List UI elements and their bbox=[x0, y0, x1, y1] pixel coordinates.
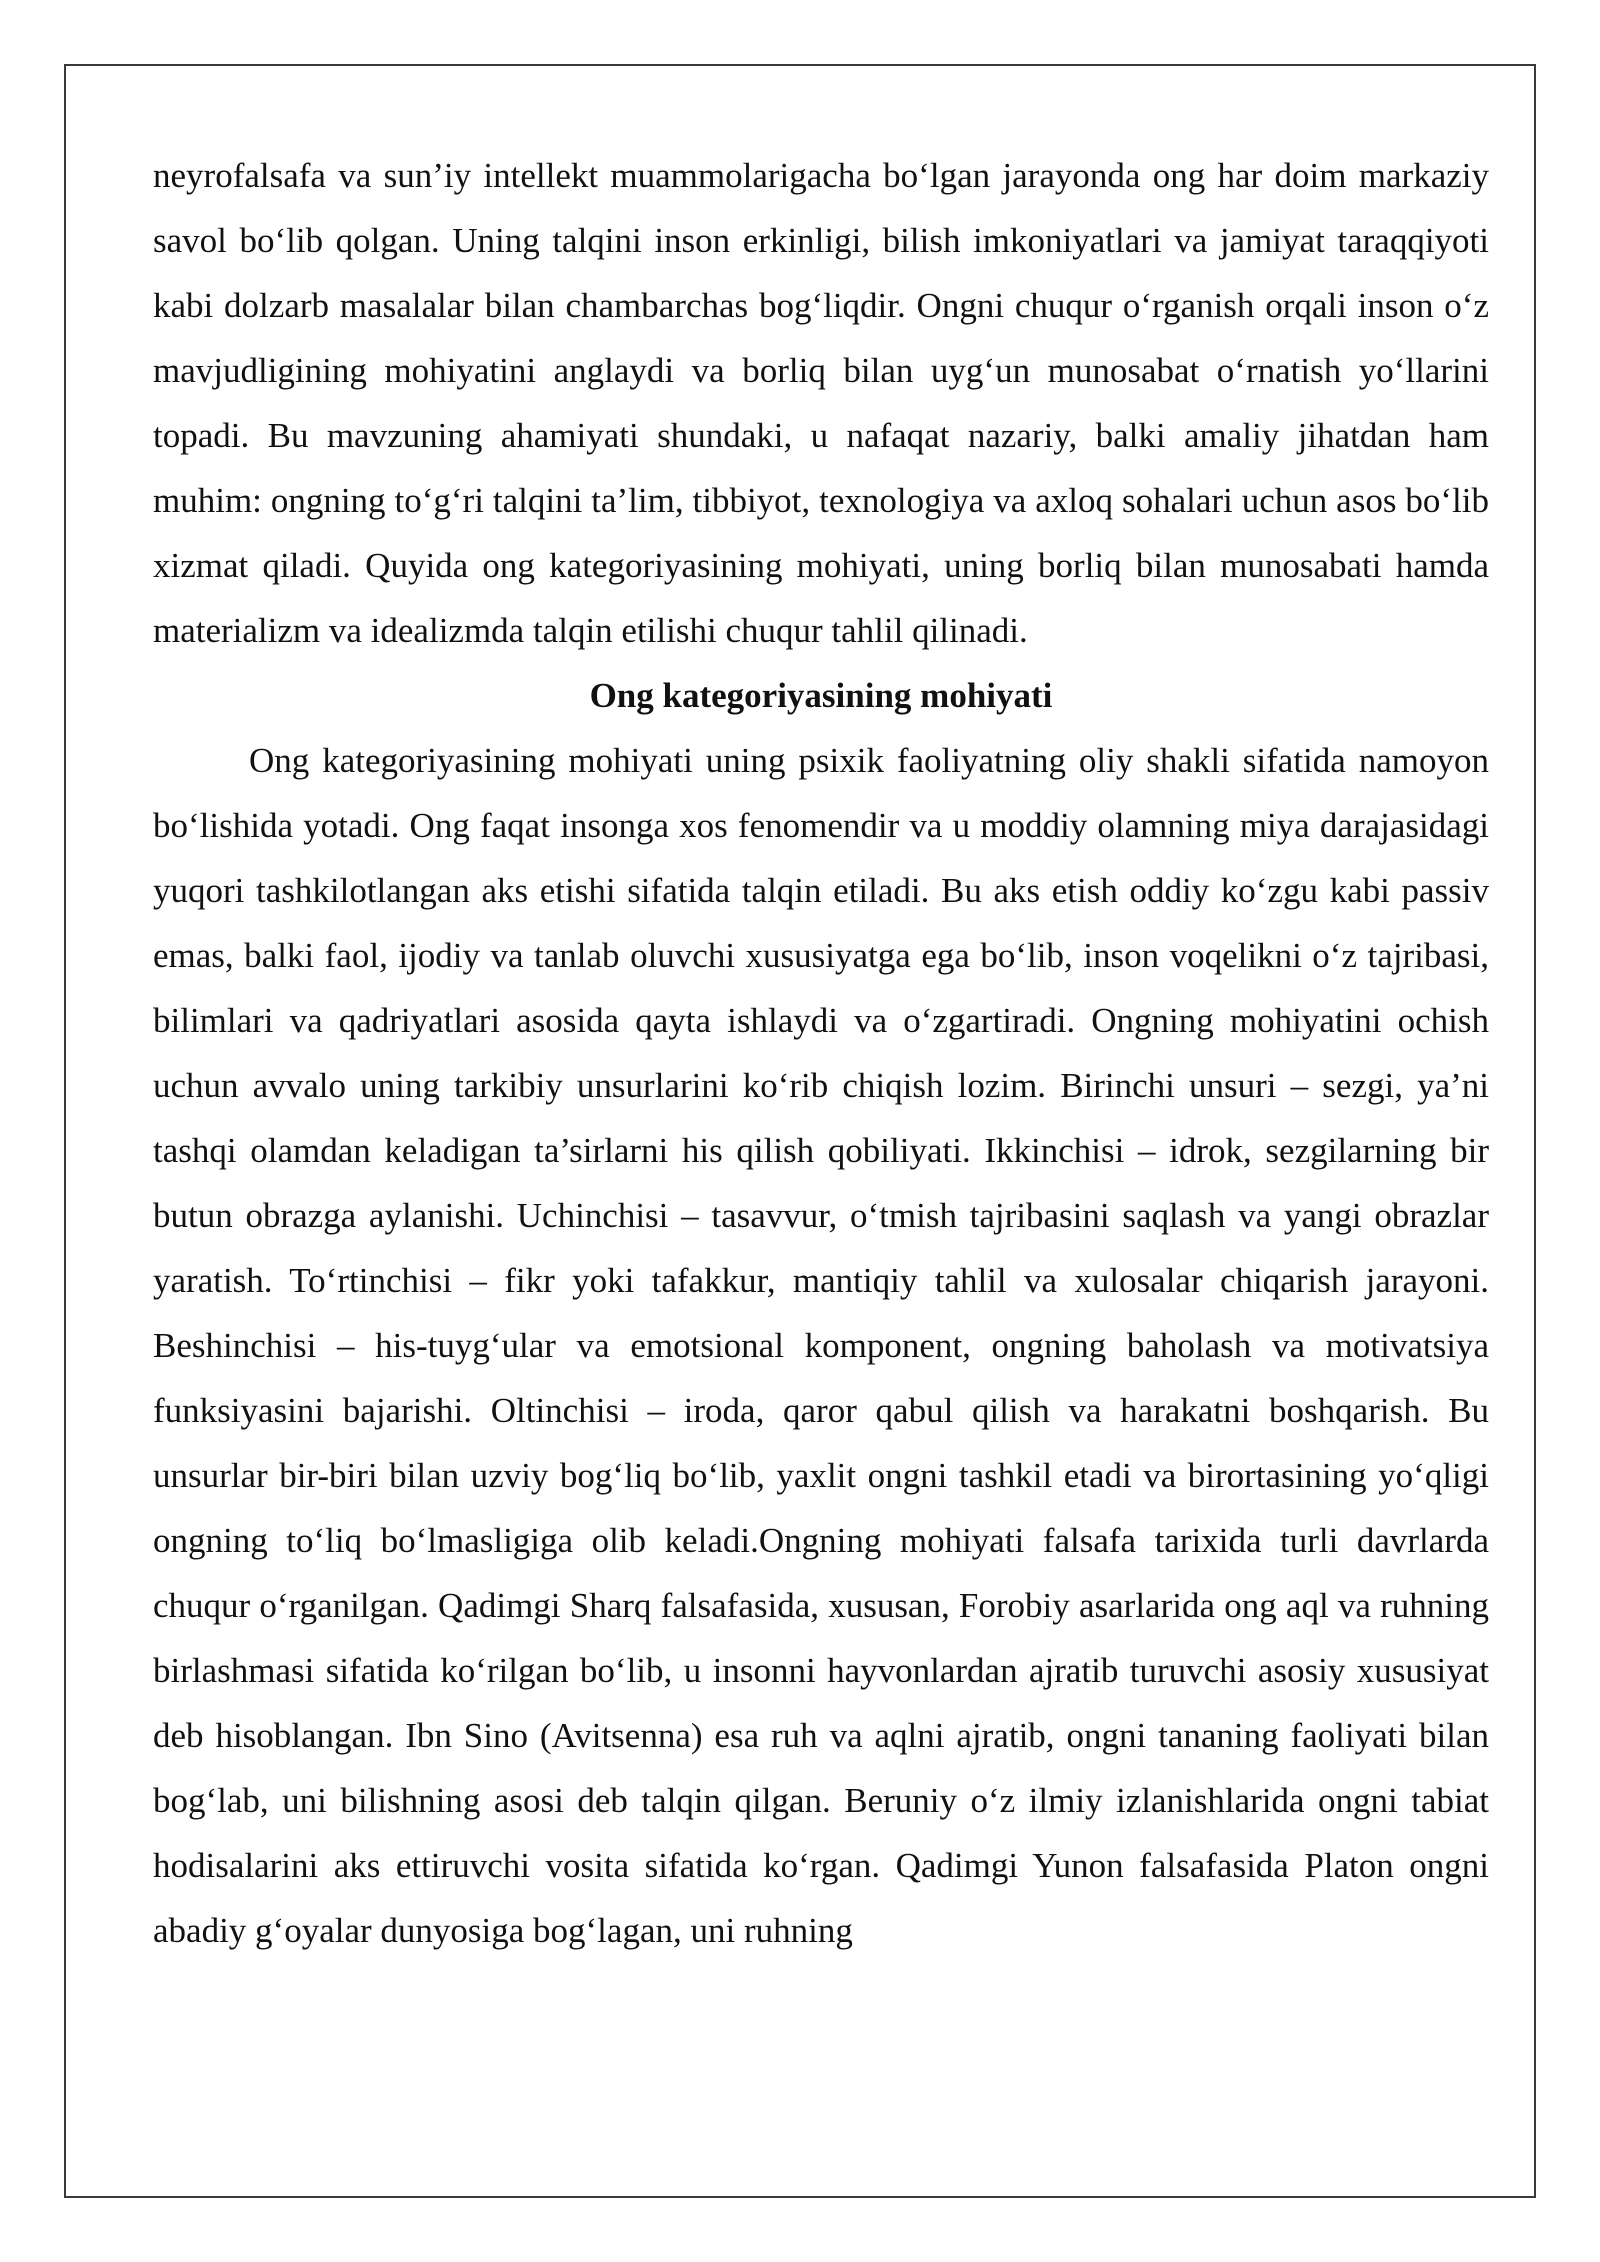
document-body bbox=[153, 143, 1489, 1963]
section-heading: Ong kategoriyasining mohiyati bbox=[589, 676, 1053, 715]
body-paragraph-2: Ong kategoriyasining mohiyati uning psixik faoliyatning oliy shakli sifatida namoyon bo‘lishida yotadi. Ong faqat insonga xos fenomendir va u moddiy olamning miya darajasidagi yuqori tashkilotlangan aks etishi sifatida talqin etiladi. Bu aks etish oddiy ko‘zgu kabi passiv emas, balki faol, ijodiy va tanlab oluvchi xususiyatga ega bo‘lib, inson voqelikni o‘z tajribasi, bilimlari va qadriyatlari asosida qayta ishlaydi va o‘zgartiradi. Ongning mohiyatini ochish uchun avvalo uning tarkibiy unsurlarini ko‘rib chiqish lozim. Birinchi unsuri – sezgi, ya’ni tashqi olamdan keladigan ta’sirlarni his qilish qobiliyati. Ikkinchisi – idrok, sezgilarning bir butun obrazga aylanishi. Uchinchisi – tasavvur, o‘tmish tajribasini saqlash va yangi obrazlar yaratish. To‘rtinchisi – fikr yoki tafakkur, mantiqiy tahlil va xulosalar chiqarish jarayoni. Beshinchisi – his-tuyg‘ular va emotsional komponent, ongning baholash va motivatsiya funksiyasini bajarishi. Oltinchisi – iroda, qaror qabul qilish va harakatni boshqarish. Bu unsurlar bir-biri bilan uzviy bog‘liq bo‘lib, yaxlit ongni tashkil etadi va birortasining yo‘qligi ongning to‘liq bo‘lmasligiga olib keladi.Ongning mohiyati falsafa tarixida turli davrlarda chuqur o‘rganilgan. Qadimgi Sharq falsafasida, xususan, Forobiy asarlarida ong aql va ruhning birlashmasi sifatida ko‘rilgan bo‘lib, u insonni hayvonlardan ajratib turuvchi asosiy xususiyat deb hisoblangan. Ibn Sino (Avitsenna) esa ruh va aqlni ajratib, ongni tananing faoliyati bilan bog‘lab, uni bilishning asosi deb talqin qilgan. Beruniy o‘z ilmiy izlanishlarida ongni tabiat hodisalarini aks ettiruvchi vosita sifatida ko‘rgan. Qadimgi Yunon falsafasida Platon ongni abadiy g‘oyalar dunyosiga bog‘lagan, uni ruhning bbox=[153, 741, 1489, 1950]
body-paragraph-1: neyrofalsafa va sun’iy intellekt muammolarigacha bo‘lgan jarayonda ong har doim markaziy savol bo‘lib qolgan. Uning talqini inson erkinligi, bilish imkoniyatlari va jamiyat taraqqiyoti kabi dolzarb masalalar bilan chambarchas bog‘liqdir. Ongni chuqur o‘rganish orqali inson o‘z mavjudligining mohiyatini anglaydi va borliq bilan uyg‘un munosabat o‘rnatish yo‘llarini topadi. Bu mavzuning ahamiyati shundaki, u nafaqat nazariy, balki amaliy jihatdan ham muhim: ongning to‘g‘ri talqini ta’lim, tibbiyot, texnologiya va axloq sohalari uchun asos bo‘lib xizmat qiladi. Quyida ong kategoriyasining mohiyati, uning borliq bilan munosabati hamda materializm va idealizmda talqin etilishi chuqur tahlil qilinadi. bbox=[153, 156, 1489, 650]
